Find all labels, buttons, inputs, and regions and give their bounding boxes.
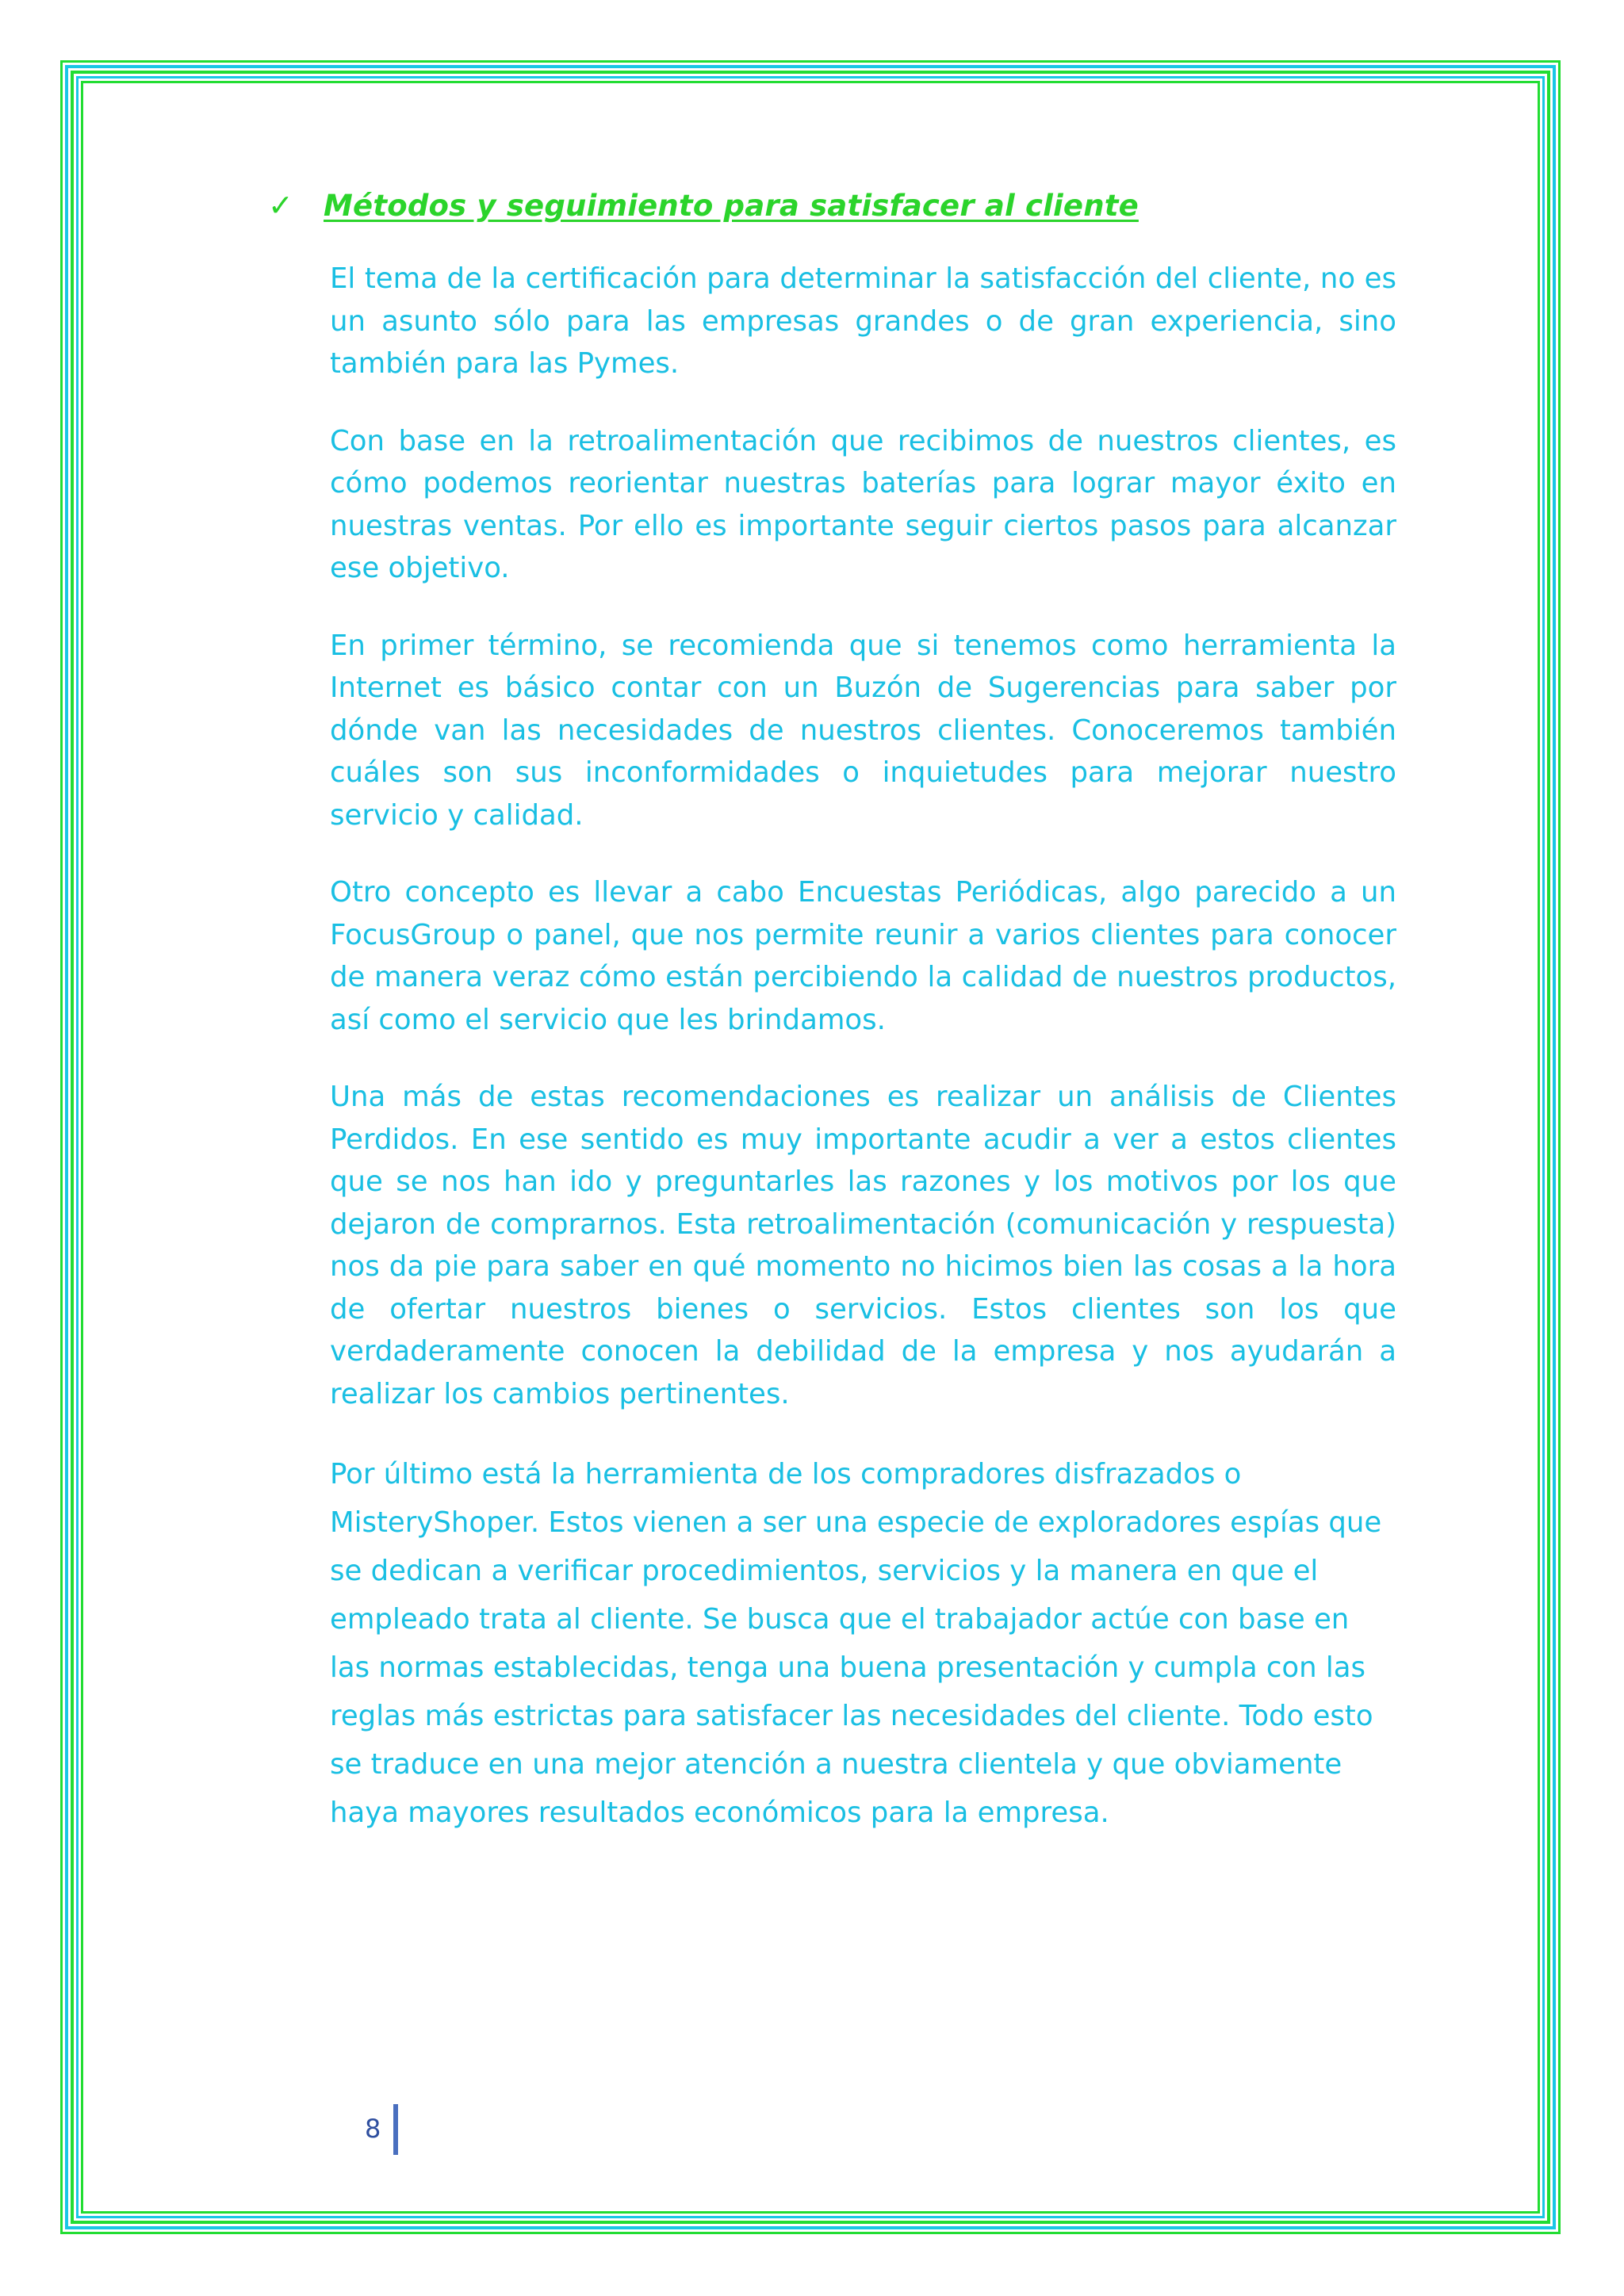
section-heading-row xyxy=(268,188,1394,223)
paragraph: Una más de estas recomendaciones es realizar un análisis de Clientes Perdidos. En ese sentido es muy importante acudir a ver a estos clientes que se nos han ido y preguntarles las razones y los motivos por los que dejaron de comprarnos. Esta retroalimentación (comunicación y respuesta) nos da pie para saber en qué momento no hicimos bien las cosas a la hora de ofertar nuestros bienes o servicios. Estos clientes son los que verdaderamente conocen la debilidad de la empresa y nos ayudarán a realizar los cambios pertinentes. xyxy=(330,1081,1396,1410)
page-number-bar xyxy=(393,2104,398,2155)
check-icon: ✓ xyxy=(268,188,293,223)
paragraph: Otro concepto es llevar a cabo Encuestas Periódicas, algo parecido a un FocusGroup o panel, que nos permite reunir a varios clientes para conocer de manera veraz cómo están percibiendo la calidad de nuestros productos, así como el servicio que les brindamos. xyxy=(330,876,1396,1036)
paragraph: Con base en la retroalimentación que recibimos de nuestros clientes, es cómo podemos reorientar nuestras baterías para lograr mayor éxito en nuestras ventas. Por ello es importante seguir ciertos pasos para alcanzar ese objetivo. xyxy=(330,424,1396,584)
page-number: 8 xyxy=(365,2114,381,2144)
body-text xyxy=(330,258,1396,1837)
paragraph: El tema de la certificación para determinar la satisfacción del cliente, no es un asunto sólo para las empresas grandes o de gran experiencia, sino también para las Pymes. xyxy=(330,262,1396,380)
paragraph: En primer término, se recomienda que si tenemos como herramienta la Internet es básico contar con un Buzón de Sugerencias para saber por dónde van las necesidades de nuestros clientes. Conoceremos también cuáles son sus inconformidades o inquietudes para mejorar nuestro servicio y calidad. xyxy=(330,629,1396,832)
document-content xyxy=(268,188,1396,1872)
paragraph: Por último está la herramienta de los compradores disfrazados o MisteryShoper. Estos vienen a ser una especie de exploradores espías que se dedican a verificar procedimientos, servicios y la manera en que el empleado trata al cliente. Se busca que el trabajador actúe con base en las normas establecidas, tenga una buena presentación y cumpla con las reglas más estrictas para satisfacer las necesidades del cliente. Todo esto se traduce en una mejor atención a nuestra clientela y que obviamente haya mayores resultados económicos para la empresa. xyxy=(330,1458,1382,1829)
section-heading: Métodos y seguimiento para satisfacer al cliente xyxy=(324,189,1139,223)
